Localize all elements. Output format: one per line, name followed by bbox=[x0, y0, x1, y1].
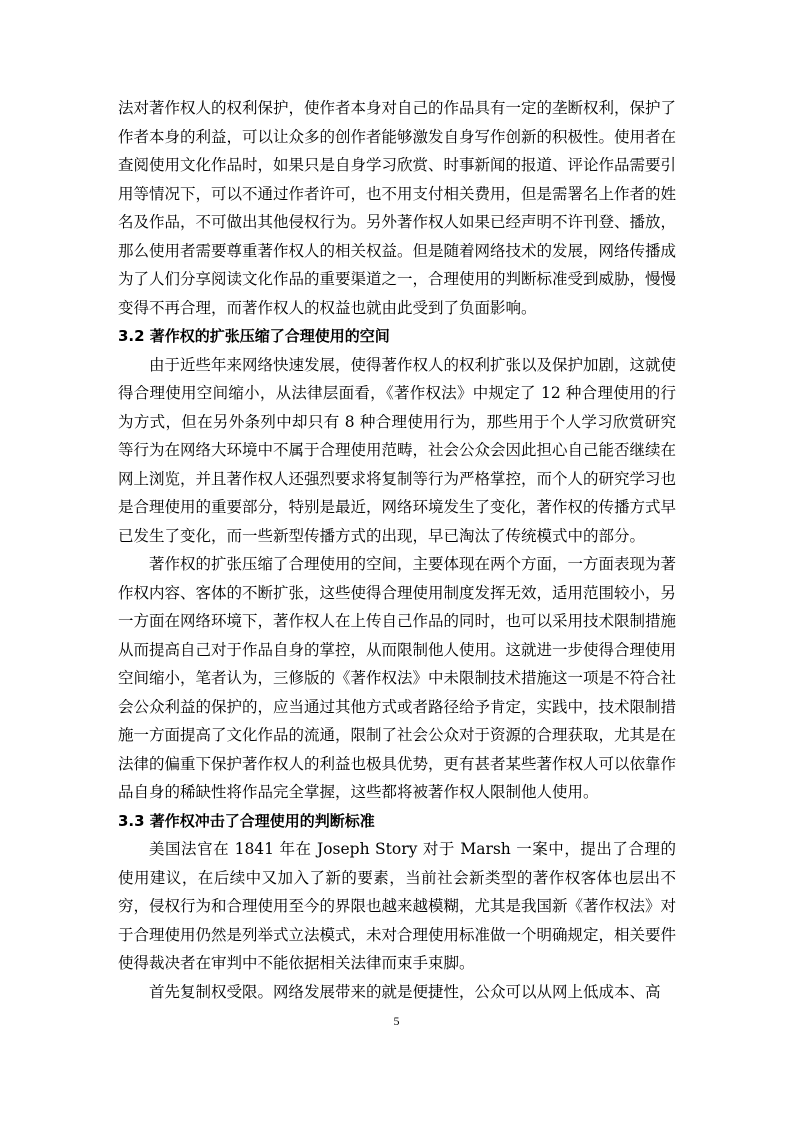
paragraph-2: 由于近些年来网络快速发展，使得著作权人的权利扩张以及保护加剧，这就使得合理使用空间缩小，从法律层面看，《著作权法》中规定了 12 种合理使用的行为方式，但在另外条列中却只有 8 种合理使用行为，那些用于个人学习欣赏研究等行为在网络大环境中不属于合理使用范畴，社会公众会因此担心自己能否继续在网上浏览，并且著作权人还强烈要求将复制等行为严格掌控，而个人的研究学习也是合理使用的重要部分，特别是最近，网络环境发生了变化，著作权的传播方式早已发生了变化，而一些新型传播方式的出现，早已淘汰了传统模式中的部分。 bbox=[118, 355, 677, 545]
paragraph-4: 美国法官在 1841 年在 Joseph Story 对于 Marsh 一案中，提出了合理的使用建议，在后续中又加入了新的要素，当前社会新类型的著作权客体也层出不穷，侵权行为和合理使用至今的界限也越来越模糊，尤其是我国新《著作权法》对于合理使用仍然是列举式立法模式，未对合理使用标准做一个明确规定，相关要件使得裁决者在审判中不能依据相关法律而束手束脚。 bbox=[118, 840, 677, 972]
document-body bbox=[118, 94, 676, 1006]
paragraph-1: 法对著作权人的权利保护，使作者本身对自己的作品具有一定的垄断权利，保护了作者本身的利益，可以让众多的创作者能够激发自身写作创新的积极性。使用者在查阅使用文化作品时，如果只是自身学习欣赏、时事新闻的报道、评论作品需要引用等情况下，可以不通过作者许可，也不用支付相关费用，但是需署名上作者的姓名及作品，不可做出其他侵权行为。另外著作权人如果已经声明不许刊登、播放，那么使用者需要尊重著作权人的相关权益。但是随着网络技术的发展，网络传播成为了人们分享阅读文化作品的重要渠道之一，合理使用的判断标准受到威胁，慢慢变得不再合理，而著作权人的权益也就由此受到了负面影响。 bbox=[118, 99, 677, 317]
page-number: 5 bbox=[393, 1014, 400, 1028]
paragraph-3: 著作权的扩张压缩了合理使用的空间，主要体现在两个方面，一方面表现为著作权内容、客体的不断扩张，这些使得合理使用制度发挥无效，适用范围较小，另一方面在网络环境下，著作权人在上传自己作品的同时，也可以采用技术限制措施从而提高自己对于作品自身的掌控，从而限制他人使用。这就进一步使得合理使用空间缩小，笔者认为，三修版的《著作权法》中未限制技术措施这一项是不符合社会公众利益的保护的，应当通过其他方式或者路径给予肯定，实践中，技术限制措施一方面提高了文化作品的流通，限制了社会公众对于资源的合理获取，尤其是在法律的偏重下保护著作权人的利益也极具优势，更有甚者某些著作权人可以依靠作品自身的稀缺性将作品完全掌握，这些都将被著作权人限制他人使用。 bbox=[118, 555, 677, 801]
section-heading-3-2: 3.2 著作权的扩张压缩了合理使用的空间 bbox=[118, 327, 390, 345]
section-heading-3-3: 3.3 著作权冲击了合理使用的判断标准 bbox=[118, 811, 375, 830]
paragraph-5: 首先复制权受限。网络发展带来的就是便捷性，公众可以从网上低成本、高 bbox=[149, 982, 661, 1001]
